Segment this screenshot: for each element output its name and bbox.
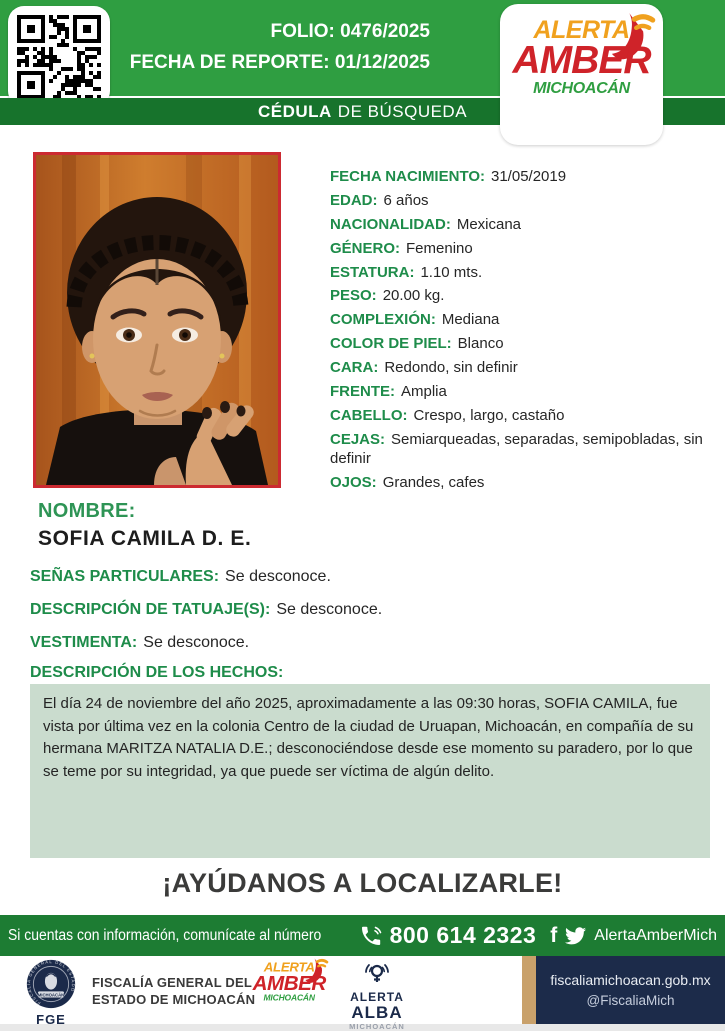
qr-code-svg: [17, 15, 101, 99]
attr-row-tatuajes: [30, 601, 690, 619]
detail-value: Blanco: [457, 335, 504, 353]
fge-logo: [20, 958, 82, 1027]
fge-state-text: MICHOACÁN: [37, 992, 65, 998]
detail-label: PESO:: [330, 287, 377, 305]
detail-label: GÉNERO:: [330, 239, 401, 257]
alba-michoacan-text: MICHOACÁN: [349, 1022, 405, 1031]
fiscalia-name-line2: ESTADO DE MICHOACÁN: [92, 991, 256, 1007]
detail-label: NACIONALIDAD:: [330, 215, 451, 233]
attr-row-vestimenta: [30, 634, 690, 652]
detail-label: COLOR DE PIEL:: [330, 335, 452, 353]
detail-label: FRENTE:: [330, 383, 395, 401]
phone-group: [359, 922, 537, 949]
logo-michoacan-text: MICHOACÁN: [533, 79, 630, 97]
cedula-title-bold: CÉDULA: [257, 101, 332, 121]
alerta-alba-logo: [338, 961, 416, 1031]
missing-person-name: SOFIA CAMILA D. E.: [38, 527, 252, 550]
detail-row-skin: [330, 335, 714, 354]
detail-row-gender: [330, 240, 714, 259]
logo-michoacan-text: MICHOACÁN: [263, 993, 315, 1003]
fge-ring-text: FISCALÍA GENERAL DEL ESTADO: [26, 959, 76, 1006]
contact-bar: [0, 915, 725, 956]
fge-abbr: FGE: [36, 1012, 66, 1027]
phone-icon: [359, 924, 383, 948]
folio-label: FOLIO:: [270, 21, 335, 42]
folio-value: 0476/2025: [340, 21, 430, 42]
detail-label: COMPLEXIÓN:: [330, 311, 436, 329]
social-handle[interactable]: AlertaAmberMich: [594, 926, 717, 944]
detail-row-eyebrows: [330, 431, 714, 469]
hechos-text: El día 24 de noviembre del año 2025, aproximadamente a las 09:30 horas, SOFIA CAMILA, fue vista por última vez en la colonia Centro de la ciudad de Uruapan, Michoacán, en compañía de su hermana MARITZA NATALIA D.E.; desconociéndose desde ese momento su paradero, por lo que se teme por su integridad, ya que puede ser víctima de algún delito.: [43, 695, 694, 780]
twitter-icon: [565, 927, 586, 945]
attr-label: DESCRIPCIÓN DE TATUAJE(S):: [30, 601, 271, 618]
alba-alerta-text: ALERTA: [350, 990, 404, 1004]
logo-alerta-text: ALERTA: [263, 959, 315, 975]
detail-row-nationality: [330, 216, 714, 235]
fiscalia-contact-box: [536, 956, 725, 1024]
attr-value: Se desconoce.: [143, 634, 250, 651]
report-date-value: 01/12/2025: [334, 52, 430, 73]
tan-divider: [522, 956, 536, 1024]
alerta-amber-logo: [500, 18, 663, 100]
detail-value: Redondo, sin definir: [384, 359, 518, 377]
detail-label: CARA:: [330, 359, 379, 377]
alba-broadcast-icon: [362, 961, 392, 985]
attr-row-senas: [30, 568, 690, 586]
report-date-line: [130, 50, 430, 76]
fiscalia-website[interactable]: fiscaliamichoacan.gob.mx: [550, 972, 711, 988]
folio-block: [130, 19, 430, 81]
fiscalia-name-line1: FISCALÍA GENERAL DEL: [92, 975, 253, 990]
phone-number[interactable]: 800 614 2323: [389, 922, 537, 948]
detail-value: 20.00 kg.: [382, 287, 445, 305]
detail-value: Semiarqueadas, separadas, semipobladas, sin definir: [330, 430, 703, 467]
detail-row-birthdate: [330, 168, 714, 187]
detail-label: CEJAS:: [330, 430, 386, 448]
hechos-description-box: [30, 684, 710, 858]
detail-value: Mediana: [441, 311, 500, 329]
detail-row-forehead: [330, 383, 714, 402]
person-details-list: [330, 168, 714, 497]
detail-label: FECHA NACIMIENTO:: [330, 168, 485, 185]
detail-row-height: [330, 264, 714, 283]
cedula-title-rest: DE BÚSQUEDA: [337, 101, 468, 121]
hechos-label: DESCRIPCIÓN DE LOS HECHOS:: [30, 664, 284, 681]
attributes-list: [30, 568, 690, 667]
call-to-action: ¡AYÚDANOS A LOCALIZARLE!: [162, 868, 563, 898]
detail-value: Crespo, largo, castaño: [413, 406, 565, 424]
facebook-icon: f: [550, 924, 558, 947]
report-date-label: FECHA DE REPORTE:: [129, 52, 330, 73]
alba-alba-text: ALBA: [351, 1003, 403, 1022]
name-block: [38, 500, 251, 551]
folio-line: [130, 19, 430, 45]
detail-label: OJOS:: [330, 473, 377, 491]
attr-value: Se desconoce.: [276, 601, 383, 618]
detail-label: EDAD:: [330, 191, 378, 209]
amber-logo-card: [500, 4, 663, 145]
attr-value: Se desconoce.: [225, 568, 331, 585]
detail-value: Amplia: [401, 383, 447, 401]
detail-value: Mexicana: [456, 215, 522, 233]
detail-label: CABELLO:: [330, 406, 408, 424]
attr-label: VESTIMENTA:: [30, 634, 138, 651]
detail-row-hair: [330, 407, 714, 426]
attr-label: SEÑAS PARTICULARES:: [30, 568, 220, 585]
logo-amber-text: AMBER: [252, 972, 326, 995]
detail-row-weight: [330, 287, 714, 306]
footer: [0, 956, 725, 1031]
detail-row-face: [330, 359, 714, 378]
alerta-amber-logo-small: [246, 961, 332, 1004]
qr-code[interactable]: [8, 6, 110, 107]
logo-alerta-text: ALERTA: [533, 16, 630, 44]
social-group: [550, 925, 717, 946]
detail-label: ESTATURA:: [330, 263, 415, 281]
logo-amber-text: AMBER: [512, 39, 651, 82]
fiscalia-name: [92, 975, 255, 1009]
detail-row-age: [330, 192, 714, 211]
fiscalia-social-handle[interactable]: @FiscaliaMich: [586, 993, 675, 1008]
amber-logo-small: [246, 961, 336, 1021]
missing-person-photo: [33, 152, 281, 488]
fge-seal-icon: [25, 958, 77, 1010]
detail-row-build: [330, 311, 714, 330]
portrait-illustration: [36, 155, 278, 485]
detail-row-eyes: [330, 474, 714, 493]
detail-value: 6 años: [383, 191, 429, 209]
name-label: NOMBRE:: [38, 500, 136, 522]
detail-value: 1.10 mts.: [420, 263, 483, 281]
detail-value: 31/05/2019: [491, 168, 567, 185]
contact-message: Si cuentas con información, comunícate al número: [8, 926, 322, 944]
detail-value: Femenino: [406, 239, 473, 257]
detail-value: Grandes, cafes: [382, 473, 485, 491]
